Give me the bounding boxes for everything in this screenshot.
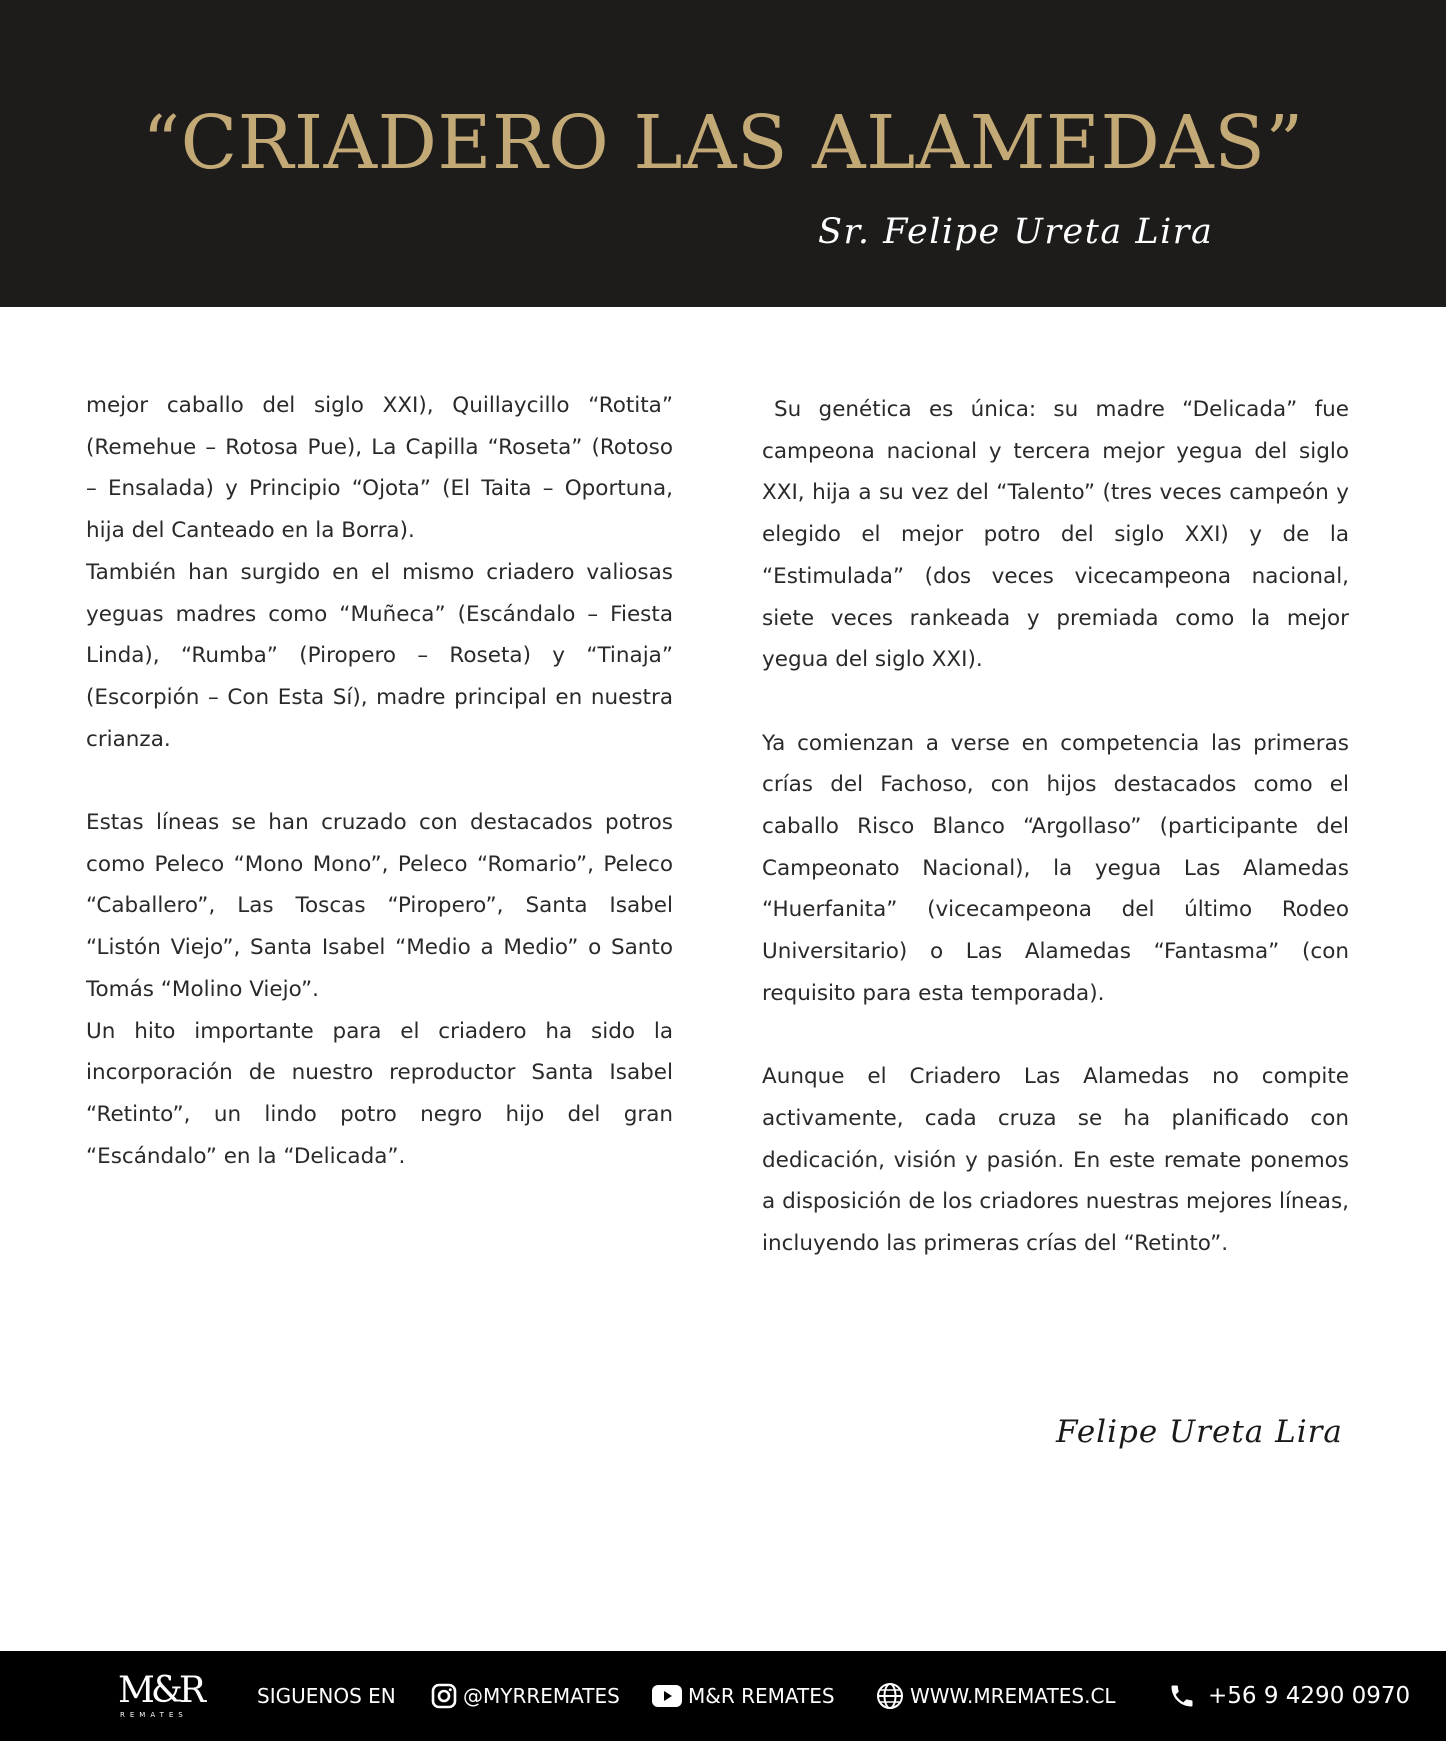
youtube-channel: M&R REMATES [688,1684,835,1708]
footer-bar [0,1651,1446,1741]
header-banner [0,0,1446,307]
website-url: WWW.MREMATES.CL [910,1684,1116,1708]
logo-mark: M&R [118,1670,203,1711]
author-signature: Felipe Ureta Lira [1056,1414,1343,1450]
phone-icon [1168,1682,1196,1710]
follow-text: SIGUENOS EN [257,1684,396,1708]
left-paragraph-2: También han surgido en el mismo criadero valiosas yeguas madres como “Muñeca” (Escándalo – Fiesta Linda), “Rumba” (Piropero – Roseta) y “Tinaja” (Escorpión – Con Esta Sí), madre principal en nuestra crianza. [86,559,673,752]
paragraph-spacer [762,681,1349,723]
right-paragraph-1: Su genética es única: su madre “Delicada” fue campeona nacional y tercera mejor yegua del siglo XXI, hija a su vez del “Talento” (tres veces campeón y elegido el mejor potro del siglo XXI) y de la “Estimulada” (dos veces vicecampeona nacional, siete veces rankeada y premiada como la mejor yegua del siglo XXI). [762,397,1349,673]
paragraph-spacer [762,1015,1349,1057]
logo-subtext: REMATES [120,1711,188,1719]
left-paragraph-4: Un hito importante para el criadero ha sido la incorporación de nuestro reproductor Santa Isabel “Retinto”, un lindo potro negro hijo del gran “Escándalo” en la “Delicada”. [86,1018,673,1169]
page-title: “CRIADERO LAS ALAMEDAS” [142,100,1304,186]
left-column [86,385,673,1177]
website-link[interactable] [876,1651,1116,1741]
left-paragraph-3: Estas líneas se han cruzado con destacados potros como Peleco “Mono Mono”, Peleco “Romario”, Peleco “Caballero”, Las Toscas “Piropero”, Santa Isabel “Listón Viejo”, Santa Isabel “Medio a Medio” o Santo Tomás “Molino Viejo”. [86,810,673,1002]
phone-link[interactable] [1168,1651,1410,1741]
instagram-handle: @MYRREMATES [463,1684,620,1708]
right-paragraph-3: Aunque el Criadero Las Alamedas no compite activamente, cada cruza se ha planificado con dedicación, visión y pasión. En este remate ponemos a disposición de los criadores nuestras mejores líneas, incluyendo las primeras crías del “Retinto”. [762,1064,1349,1257]
follow-label [257,1651,396,1741]
phone-number: +56 9 4290 0970 [1208,1683,1411,1709]
brand-logo[interactable] [116,1670,203,1721]
globe-icon [876,1682,904,1710]
paragraph-spacer [86,760,673,802]
youtube-icon [652,1685,682,1707]
youtube-link[interactable] [652,1651,835,1741]
right-column [762,389,1349,1265]
page-subtitle: Sr. Felipe Ureta Lira [818,212,1214,252]
right-paragraph-2: Ya comienzan a verse en competencia las primeras crías del Fachoso, con hijos destacados como el caballo Risco Blanco “Argollaso” (participante del Campeonato Nacional), la yegua Las Alamedas “Huerfanita” (vicecampeona del último Rodeo Universitario) o Las Alamedas “Fantasma” (con requisito para esta temporada). [762,730,1349,1006]
instagram-link[interactable] [431,1651,620,1741]
left-paragraph-1: mejor caballo del siglo XXI), Quillaycillo “Rotita” (Remehue – Rotosa Pue), La Capilla “Roseta” (Rotoso – Ensalada) y Principio “Ojota” (El Taita – Oportuna, hija del Canteado en la Borra). [86,393,673,544]
instagram-icon [431,1683,457,1709]
